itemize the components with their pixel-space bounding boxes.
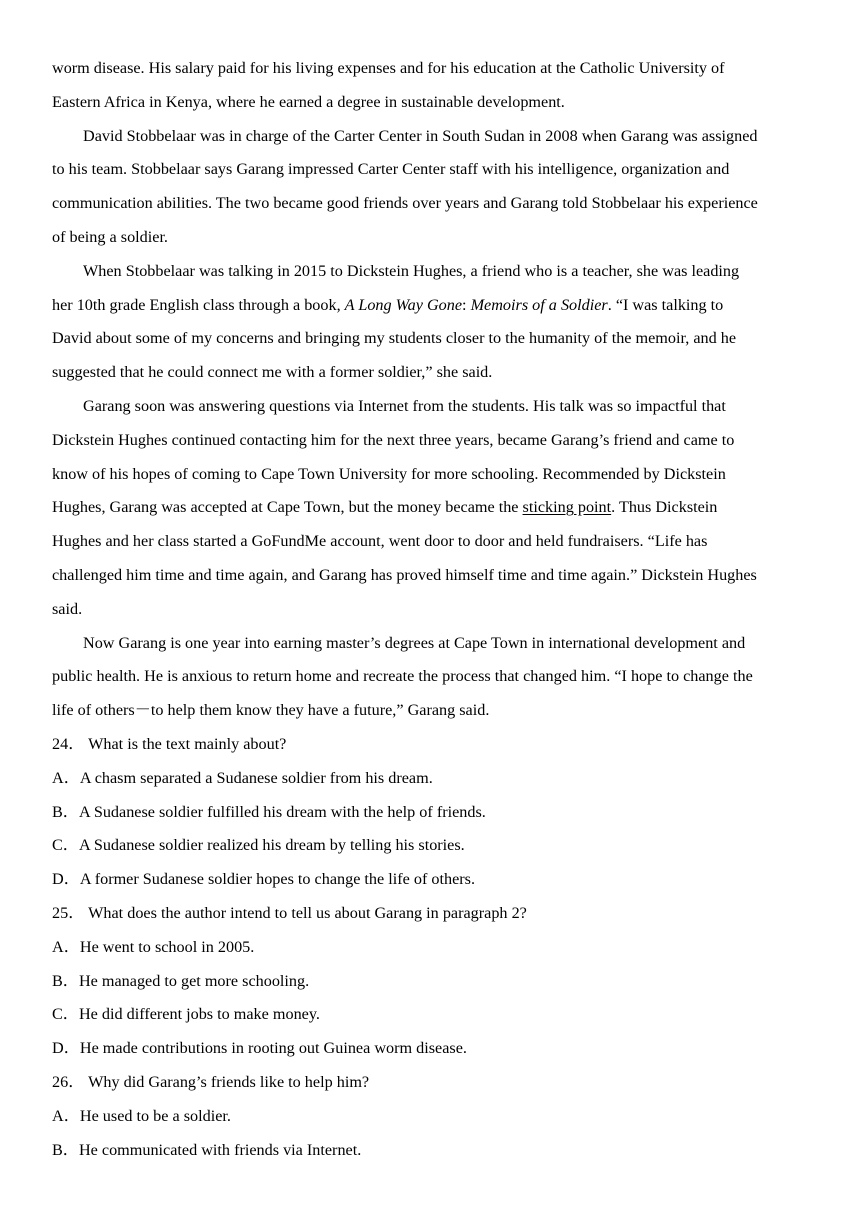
- answer-option: B．He managed to get more schooling.: [52, 971, 310, 990]
- text-segment: :: [462, 295, 471, 314]
- text-line: [52, 289, 812, 323]
- text-line: Now Garang is one year into earning master’s degrees at Cape Town in international development and: [83, 633, 746, 652]
- paragraph-3: [52, 255, 812, 390]
- text-segment: . Thus Dickstein: [611, 498, 718, 517]
- text-line: Eastern Africa in Kenya, where he earned a degree in sustainable development.: [52, 92, 565, 111]
- text-line: said.: [52, 599, 83, 618]
- text-line: suggested that he could connect me with a former soldier,” she said.: [52, 363, 493, 382]
- question-25: [52, 897, 812, 1066]
- text-line: Hughes and her class started a GoFundMe account, went door to door and held fundraisers. “Life has: [52, 532, 708, 551]
- paragraph-2: [52, 120, 812, 255]
- question-stem: 26． Why did Garang’s friends like to help him?: [52, 1072, 370, 1091]
- question-stem: 24． What is the text mainly about?: [52, 734, 287, 753]
- text-line: worm disease. His salary paid for his living expenses and for his education at the Catholic University of: [52, 59, 725, 77]
- answer-option: A．He went to school in 2005.: [52, 937, 255, 956]
- answer-option: C．He did different jobs to make money.: [52, 1005, 320, 1024]
- answer-option: D．He made contributions in rooting out Guinea worm disease.: [52, 1039, 467, 1058]
- answer-option: C．A Sudanese soldier realized his dream by telling his stories.: [52, 836, 465, 855]
- text-line: know of his hopes of coming to Cape Town University for more schooling. Recommended by Dickstein: [52, 464, 726, 483]
- answer-option: B．He communicated with friends via Internet.: [52, 1140, 362, 1159]
- text-line: When Stobbelaar was talking in 2015 to Dickstein Hughes, a friend who is a teacher, she was leading: [83, 261, 740, 280]
- text-line: of being a soldier.: [52, 227, 168, 246]
- answer-option: B．A Sudanese soldier fulfilled his dream with the help of friends.: [52, 802, 486, 821]
- text-segment: her 10th grade English class through a book,: [52, 295, 345, 314]
- text-line: communication abilities. The two became good friends over years and Garang told Stobbelaar his experience: [52, 194, 758, 213]
- paragraph-1: [52, 52, 812, 120]
- text-line: Garang soon was answering questions via Internet from the students. His talk was so impactful that: [83, 396, 726, 415]
- text-line: David about some of my concerns and bringing my students closer to the humanity of the memoir, and he: [52, 329, 737, 348]
- text-line: life of others－to help them know they have a future,” Garang said.: [52, 701, 490, 720]
- document-page: [52, 52, 812, 1167]
- paragraph-5: [52, 627, 812, 728]
- text-line: to his team. Stobbelaar says Garang impressed Carter Center staff with his intelligence, organization and: [52, 160, 730, 179]
- answer-option: D．A former Sudanese soldier hopes to change the life of others.: [52, 870, 476, 889]
- text-line: challenged him time and time again, and Garang has proved himself time and time again.” Dickstein Hughes: [52, 565, 757, 584]
- underlined-phrase: sticking point: [522, 498, 612, 517]
- paragraph-4: [52, 390, 812, 627]
- book-subtitle: Memoirs of a Soldier: [470, 295, 608, 314]
- text-segment: . “I was talking to: [607, 295, 724, 314]
- text-line: David Stobbelaar was in charge of the Carter Center in South Sudan in 2008 when Garang was assigned: [83, 126, 758, 145]
- question-stem: 25． What does the author intend to tell us about Garang in paragraph 2?: [52, 903, 527, 922]
- text-segment: Hughes, Garang was accepted at Cape Town, but the money became the: [52, 498, 523, 517]
- text-line: public health. He is anxious to return home and recreate the process that changed him. “I hope to change the: [52, 667, 753, 686]
- question-24: [52, 728, 812, 897]
- text-line: [52, 491, 812, 525]
- book-title: A Long Way Gone: [344, 295, 463, 314]
- question-26: [52, 1066, 812, 1167]
- text-line: Dickstein Hughes continued contacting him for the next three years, became Garang’s friend and came to: [52, 430, 735, 449]
- answer-option: A．A chasm separated a Sudanese soldier from his dream.: [52, 768, 433, 787]
- answer-option: A．He used to be a soldier.: [52, 1106, 231, 1125]
